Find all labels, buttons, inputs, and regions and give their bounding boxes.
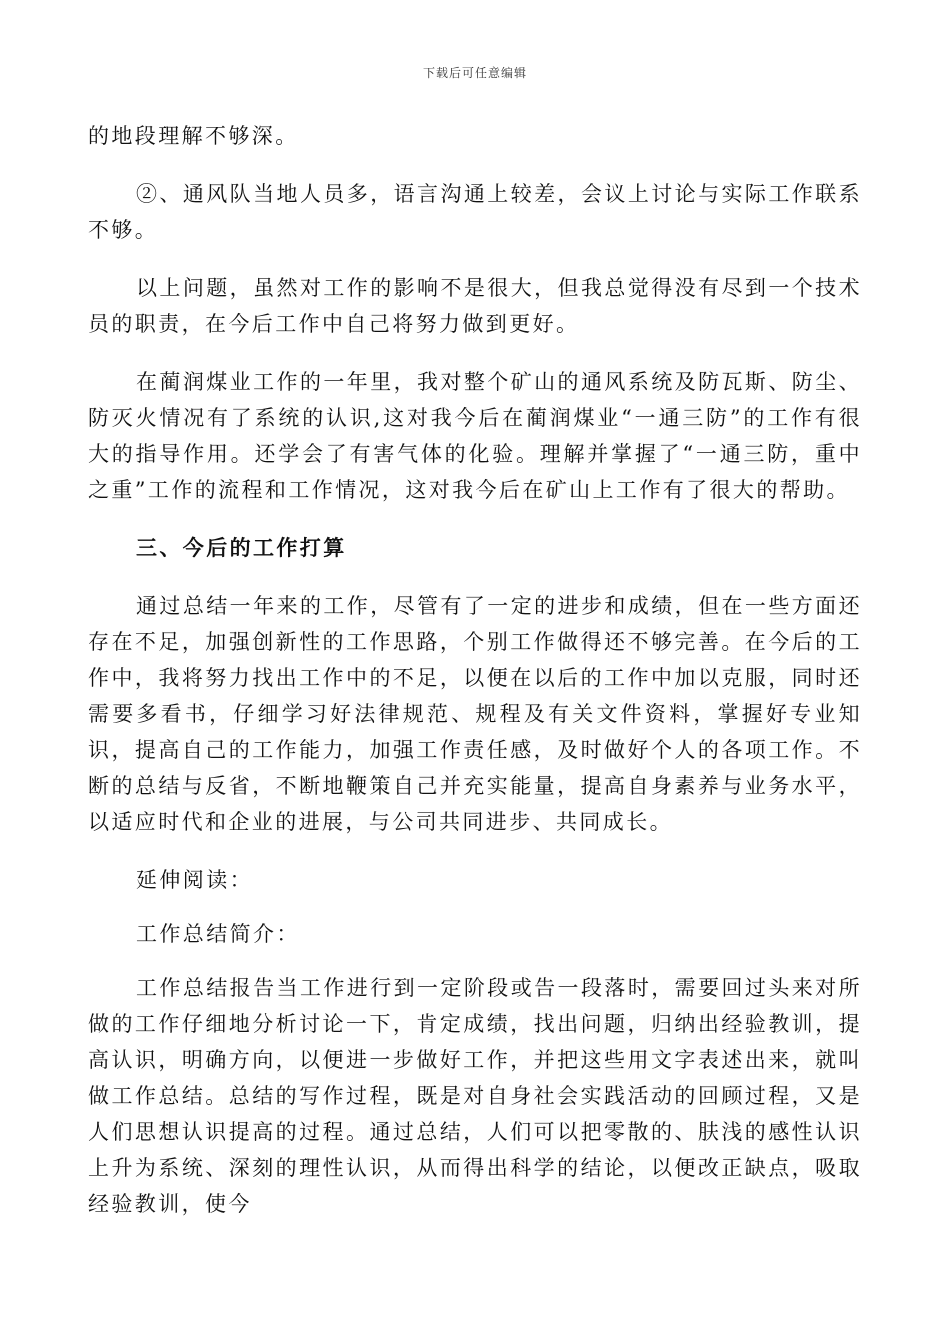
paragraph-summary-intro: 工作总结报告当工作进行到一定阶段或告一段落时，需要回过头来对所做的工作仔细地分析讨论一下，肯定成绩，找出问题，归纳出经验教训，提高认识，明确方向，以便进一步做好工作，并把这些用文字表述出来，就叫做工作总结。总结的写作过程，既是对自身社会实践活动的回顾过程，又是人们思想认识提高的过程。通过总结，人们可以把零散的、肤浅的感性认识上升为系统、深刻的理性认识，从而得出科学的结论，以便改正缺点，吸取经验教训，使今 [88,976,862,1216]
paragraph-issue-2: ②、通风队当地人员多，语言沟通上较差，会议上讨论与实际工作联系不够。 [88,182,862,242]
paragraph-issues-summary: 以上问题，虽然对工作的影响不是很大，但我总觉得没有尽到一个技术员的职责，在今后工作中自己将努力做到更好。 [88,276,862,336]
section-heading-future-plan: 三、今后的工作打算 [136,535,347,560]
paragraph-summary-intro-title: 工作总结简介： [136,922,300,946]
paragraph-extended-reading: 延伸阅读： [136,868,253,892]
paragraph-continuation: 的地段理解不够深。 [88,124,299,148]
document-body [88,118,862,1244]
paragraph-year-review: 在蔺润煤业工作的一年里，我对整个矿山的通风系统及防瓦斯、防尘、防灭火情况有了系统的认识,这对我今后在蔺润煤业“一通三防”的工作有很大的指导作用。还学会了有害气体的化验。理解并掌握了“一通三防，重中之重”工作的流程和工作情况，这对我今后在矿山上工作有了很大的帮助。 [88,370,862,502]
page-header: 下载后可任意编辑 [422,66,527,80]
paragraph-future-plan: 通过总结一年来的工作，尽管有了一定的进步和成绩，但在一些方面还存在不足，加强创新性的工作思路，个别工作做得还不够完善。在今后的工作中，我将努力找出工作中的不足，以便在以后的工作中加以克服，同时还需要多看书，仔细学习好法律规范、规程及有关文件资料，掌握好专业知识，提高自己的工作能力，加强工作责任感，及时做好个人的各项工作。不断的总结与反省，不断地鞭策自己并充实能量，提高自身素养与业务水平，以适应时代和企业的进展，与公司共同进步、共同成长。 [88,594,862,834]
